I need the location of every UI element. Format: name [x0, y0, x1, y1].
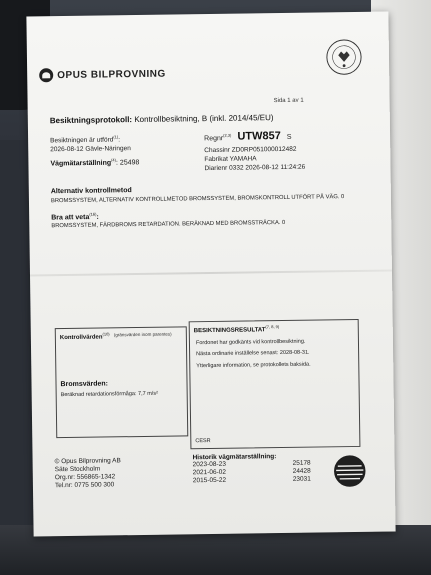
- company-info: [55, 457, 122, 490]
- result-label: BESIKTNINGSRESULTAT: [193, 327, 266, 335]
- page-current: 1: [287, 97, 291, 104]
- company-phone: Tel.nr: 0775 500 300: [54, 481, 115, 490]
- good-to-know-text: BROMSSYSTEM, FÄRDBROMS RETARDATION. BERÄKNAD MED BROMSSTRÄCKA. 0: [51, 219, 286, 230]
- company-name-row: © Opus Bilprovning AB: [54, 457, 121, 466]
- history-date: 2023-08-23: [192, 460, 226, 469]
- control-values-box: [55, 326, 189, 438]
- odometer-label: Vägmätarställning: [50, 159, 112, 168]
- page-sep: av: [292, 97, 299, 104]
- globe-stripes-logo-icon: [333, 454, 367, 488]
- page-total: 1: [300, 97, 304, 104]
- control-values-label: Kontrollvärden: [59, 334, 103, 342]
- reg-sup: (2,3): [223, 132, 232, 138]
- diary-value: 0332 2026-08-12 11:24:26: [229, 163, 306, 172]
- brake-values-text: Beräknad retardationsförmåga: 7,7 m/s²: [60, 390, 158, 399]
- performed-label: Besiktningen är utförd: [50, 136, 114, 145]
- performed-label-row: Besiktningen är utförd$^{(1)}$:: [50, 134, 121, 145]
- odometer-sup: (4): [111, 157, 117, 163]
- registration-row: [204, 130, 292, 143]
- brake-values-heading: Bromsvärden:: [60, 380, 109, 389]
- alt-control-text: BROMSSYSTEM, ALTERNATIV KONTROLLMETOD BROMSSYSTEM, BROMSKONTROLL UTFÖRT PÅ VÄG. 0: [50, 194, 345, 205]
- company-seat: Säte Stockholm: [54, 465, 101, 474]
- good-to-know-sup: (16): [89, 211, 97, 217]
- protocol-title: [50, 113, 274, 125]
- page-label: Sida: [273, 97, 286, 105]
- performed-sup: (1): [113, 134, 119, 140]
- inspection-info: [50, 132, 131, 154]
- opus-logo-icon: [39, 68, 53, 82]
- chassis-label: Chassinr: [204, 146, 230, 155]
- company-orgnr: Org.nr: 556865-1342: [54, 473, 116, 482]
- history-row: [193, 476, 311, 486]
- control-values-sup: (10): [102, 331, 110, 337]
- history-date: 2021-06-02: [192, 468, 227, 477]
- chassis-value: ZD0RP051000012482: [231, 145, 297, 154]
- history-value: 25178: [292, 459, 311, 467]
- protocol-title-bold: Besiktningsprotokoll:: [49, 115, 133, 126]
- odometer-value: 25498: [119, 159, 140, 167]
- inspection-protocol-document: [26, 11, 395, 536]
- swedac-accreditation-seal-icon: [325, 38, 364, 77]
- make-label: Fabrikat: [204, 155, 228, 164]
- opus-logo: [39, 67, 166, 83]
- result-heading: [194, 324, 280, 334]
- diary-row: [204, 163, 305, 173]
- reg-label-wrap: [204, 132, 231, 142]
- vehicle-details: [204, 145, 305, 173]
- result-sup: (7, 8, 9): [265, 324, 280, 330]
- history-date: 2015-05-22: [192, 476, 227, 485]
- control-values-heading: [60, 331, 110, 341]
- protocol-title-rest: Kontrollbesiktning, B (inkl. 2014/45/EU): [134, 113, 274, 125]
- odometer-history: [193, 453, 311, 486]
- diary-label: Diarienr: [204, 164, 228, 173]
- company-name: Opus Bilprovning AB: [61, 457, 121, 466]
- reg-suffix: S: [286, 133, 292, 141]
- reg-number: UTW857: [237, 130, 281, 143]
- reg-label: Regnr: [204, 134, 224, 143]
- make-value: YAMAHA: [229, 155, 257, 163]
- history-value: 24428: [292, 467, 311, 475]
- result-line: Nästa ordinarie inställelse senast: 2028-08-31.: [196, 349, 310, 358]
- page-indicator: [274, 98, 304, 104]
- odometer-row: Vägmätarställning$^{(4)}$: 25498: [50, 157, 140, 168]
- brand-name: OPUS BILPROVNING: [57, 68, 166, 81]
- inspection-result-box: [189, 319, 361, 449]
- alt-control-heading: Alternativ kontrollmetod: [50, 187, 132, 196]
- history-heading: Historik vägmätarställning:: [192, 453, 277, 462]
- result-line: Fordonet har godkänts vid kontrollbesiktning.: [195, 338, 306, 347]
- result-footer-code: CESR: [195, 438, 211, 445]
- good-to-know-label: Bra att veta: [51, 214, 90, 222]
- paper-fold-line: [30, 269, 392, 276]
- control-values-subheading: (gränsvärden inom parentes): [113, 331, 172, 338]
- performed-value: 2026-08-12 Gävle-Näringen: [50, 145, 131, 154]
- result-line: Ytterligare information, se protokollets baksida.: [196, 361, 311, 370]
- history-value: 23031: [292, 475, 311, 483]
- good-to-know-heading: Bra att veta$^{(16)}$:: [51, 211, 99, 222]
